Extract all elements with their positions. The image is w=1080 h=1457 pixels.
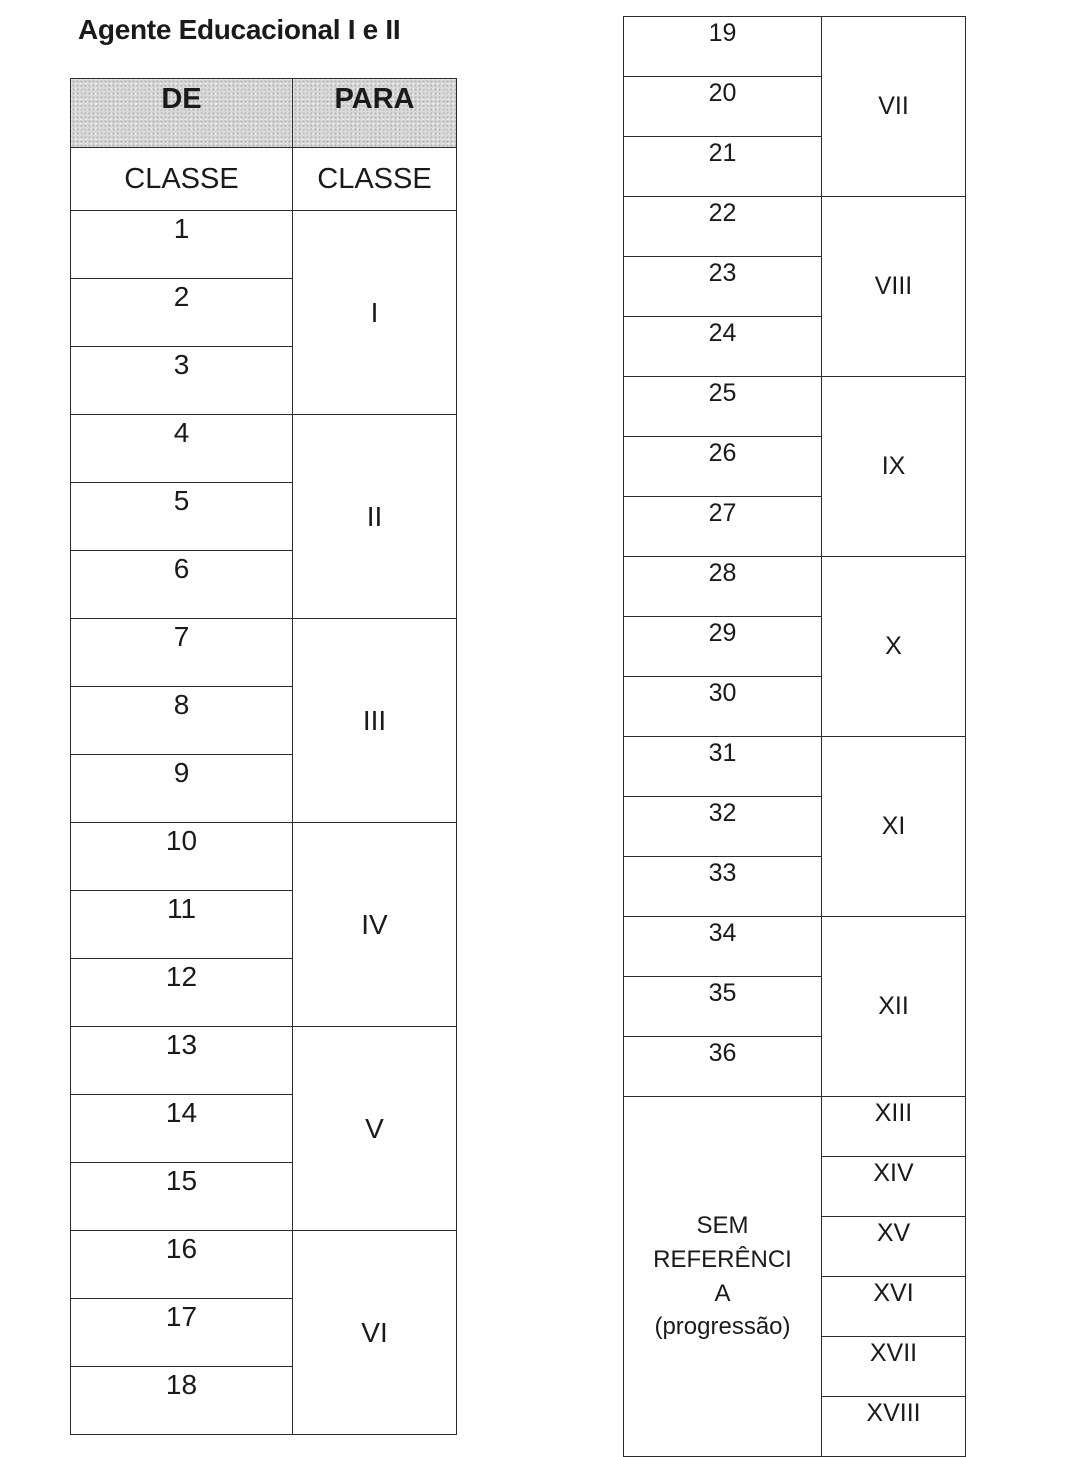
- from-class-cell: 9: [71, 755, 293, 823]
- from-class-cell: 10: [71, 823, 293, 891]
- classes-table-right: [623, 16, 966, 1457]
- from-class-cell: 35: [624, 977, 822, 1037]
- table-row: [71, 619, 457, 687]
- to-class-cell: VII: [822, 17, 966, 197]
- to-class-cell: XII: [822, 917, 966, 1097]
- table-row: [71, 1027, 457, 1095]
- from-class-cell: 23: [624, 257, 822, 317]
- sem-referencia-cell: [624, 1097, 822, 1457]
- sem-referencia-line: SEM: [696, 1212, 749, 1240]
- from-class-cell: 2: [71, 279, 293, 347]
- subheader-para-classe: CLASSE: [293, 148, 457, 211]
- table-row: [624, 557, 966, 617]
- from-class-cell: 28: [624, 557, 822, 617]
- to-class-cell: III: [293, 619, 457, 823]
- to-class-cell: XIII: [822, 1097, 966, 1157]
- table-row: [624, 197, 966, 257]
- to-class-cell: VIII: [822, 197, 966, 377]
- from-class-cell: 20: [624, 77, 822, 137]
- to-class-cell: X: [822, 557, 966, 737]
- to-class-cell: V: [293, 1027, 457, 1231]
- to-class-cell: II: [293, 415, 457, 619]
- from-class-cell: 11: [71, 891, 293, 959]
- from-class-cell: 25: [624, 377, 822, 437]
- to-class-cell: XV: [822, 1217, 966, 1277]
- table-row: [71, 211, 457, 279]
- from-class-cell: 8: [71, 687, 293, 755]
- to-class-cell: XVI: [822, 1277, 966, 1337]
- sem-referencia-line: A: [714, 1279, 731, 1307]
- to-class-cell: XVIII: [822, 1397, 966, 1457]
- from-class-cell: 15: [71, 1163, 293, 1231]
- header-row: [71, 79, 457, 148]
- table-row: [71, 823, 457, 891]
- subheader-row: [71, 148, 457, 211]
- table-row: [624, 917, 966, 977]
- from-class-cell: 24: [624, 317, 822, 377]
- from-class-cell: 13: [71, 1027, 293, 1095]
- from-class-cell: 6: [71, 551, 293, 619]
- table-row: [624, 737, 966, 797]
- from-class-cell: 16: [71, 1231, 293, 1299]
- from-class-cell: 29: [624, 617, 822, 677]
- from-class-cell: 1: [71, 211, 293, 279]
- from-class-cell: 19: [624, 17, 822, 77]
- from-class-cell: 30: [624, 677, 822, 737]
- header-de: DE: [71, 79, 293, 148]
- from-class-cell: 4: [71, 415, 293, 483]
- from-class-cell: 36: [624, 1037, 822, 1097]
- from-class-cell: 12: [71, 959, 293, 1027]
- from-class-cell: 5: [71, 483, 293, 551]
- from-class-cell: 33: [624, 857, 822, 917]
- from-class-cell: 14: [71, 1095, 293, 1163]
- to-class-cell: IX: [822, 377, 966, 557]
- table-row: [624, 1097, 966, 1157]
- from-class-cell: 21: [624, 137, 822, 197]
- document-title: Agente Educacional I e II: [78, 14, 401, 45]
- from-class-cell: 31: [624, 737, 822, 797]
- from-class-cell: 7: [71, 619, 293, 687]
- to-class-cell: IV: [293, 823, 457, 1027]
- from-class-cell: 32: [624, 797, 822, 857]
- table-row: [71, 1231, 457, 1299]
- to-class-cell: XI: [822, 737, 966, 917]
- to-class-cell: I: [293, 211, 457, 415]
- subheader-de-classe: CLASSE: [71, 148, 293, 211]
- classes-table-left: [70, 78, 457, 1435]
- from-class-cell: 17: [71, 1299, 293, 1367]
- from-class-cell: 18: [71, 1367, 293, 1435]
- sem-referencia-line: (progressão): [654, 1313, 791, 1341]
- from-class-cell: 34: [624, 917, 822, 977]
- from-class-cell: 27: [624, 497, 822, 557]
- from-class-cell: 22: [624, 197, 822, 257]
- to-class-cell: VI: [293, 1231, 457, 1435]
- table-row: [624, 377, 966, 437]
- table-row: [71, 415, 457, 483]
- to-class-cell: XVII: [822, 1337, 966, 1397]
- from-class-cell: 26: [624, 437, 822, 497]
- to-class-cell: XIV: [822, 1157, 966, 1217]
- sem-referencia-line: REFERÊNCI: [653, 1245, 792, 1273]
- from-class-cell: 3: [71, 347, 293, 415]
- table-row: [624, 17, 966, 77]
- header-para: PARA: [293, 79, 457, 148]
